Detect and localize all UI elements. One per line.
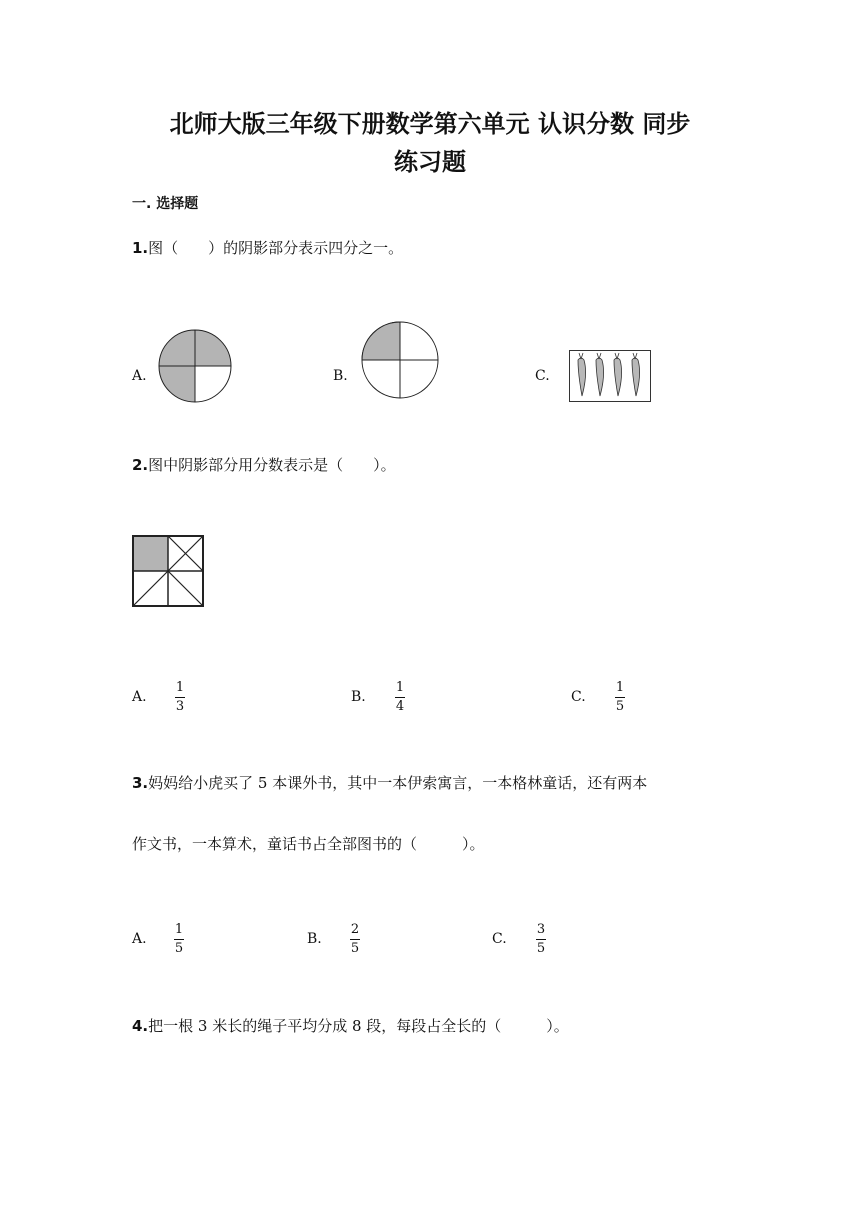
question-number: 2. [132, 456, 149, 474]
q2-option-a-label: A. [132, 689, 147, 705]
question-text: 图中阴影部分用分数表示是（ ）。 [148, 456, 396, 474]
q3-option-b-label: B. [307, 931, 322, 947]
numerator: 1 [615, 680, 625, 695]
question-number: 4. [132, 1017, 149, 1035]
q3-option-a-fraction [174, 923, 184, 956]
question-text: 图（ ）的阴影部分表示四分之一。 [148, 239, 404, 257]
page-title-line1: 北师大版三年级下册数学第六单元 认识分数 同步 [169, 110, 691, 138]
q3-option-c-label: C. [492, 931, 507, 947]
q1-option-b-circle-figure [360, 320, 440, 400]
denominator: 5 [174, 941, 184, 956]
denominator: 5 [350, 941, 360, 956]
q2-option-a-fraction [175, 681, 185, 714]
numerator: 1 [175, 680, 185, 695]
question-text: 把一根 3 米长的绳子平均分成 8 段，每段占全长的（ ）。 [148, 1017, 569, 1035]
q2-option-c-label: C. [571, 689, 586, 705]
page-title-line2: 练习题 [394, 148, 466, 176]
question-4 [132, 1015, 569, 1036]
q3-option-a-label: A. [132, 931, 147, 947]
question-number: 3. [132, 774, 149, 792]
q1-option-c-label: C. [535, 368, 550, 384]
q2-option-b-fraction [395, 681, 405, 714]
denominator: 5 [615, 699, 625, 714]
question-text: 作文书，一本算术，童话书占全部图书的（ ）。 [132, 835, 485, 853]
denominator: 4 [395, 699, 405, 714]
q1-option-a-circle-figure [157, 329, 233, 403]
question-text: 妈妈给小虎买了 5 本课外书，其中一本伊索寓言，一本格林童话，还有两本 [148, 774, 648, 792]
q2-option-b-label: B. [351, 689, 366, 705]
q2-square-figure [132, 535, 204, 607]
numerator: 1 [174, 922, 184, 937]
q3-option-c-fraction [536, 923, 546, 956]
numerator: 1 [395, 680, 405, 695]
numerator: 3 [536, 922, 546, 937]
q1-option-a-label: A. [132, 368, 147, 384]
question-3-line1 [132, 772, 647, 793]
q3-option-b-fraction [350, 923, 360, 956]
q2-option-c-fraction [615, 681, 625, 714]
numerator: 2 [350, 922, 360, 937]
question-2 [132, 454, 396, 475]
q1-option-c-radish-figure [569, 350, 651, 402]
denominator: 5 [536, 941, 546, 956]
question-number: 1. [132, 239, 149, 257]
denominator: 3 [175, 699, 185, 714]
section-heading: 一. 选择题 [132, 196, 199, 212]
question-3-line2 [132, 833, 485, 854]
q1-option-b-label: B. [333, 368, 348, 384]
question-1 [132, 237, 403, 258]
